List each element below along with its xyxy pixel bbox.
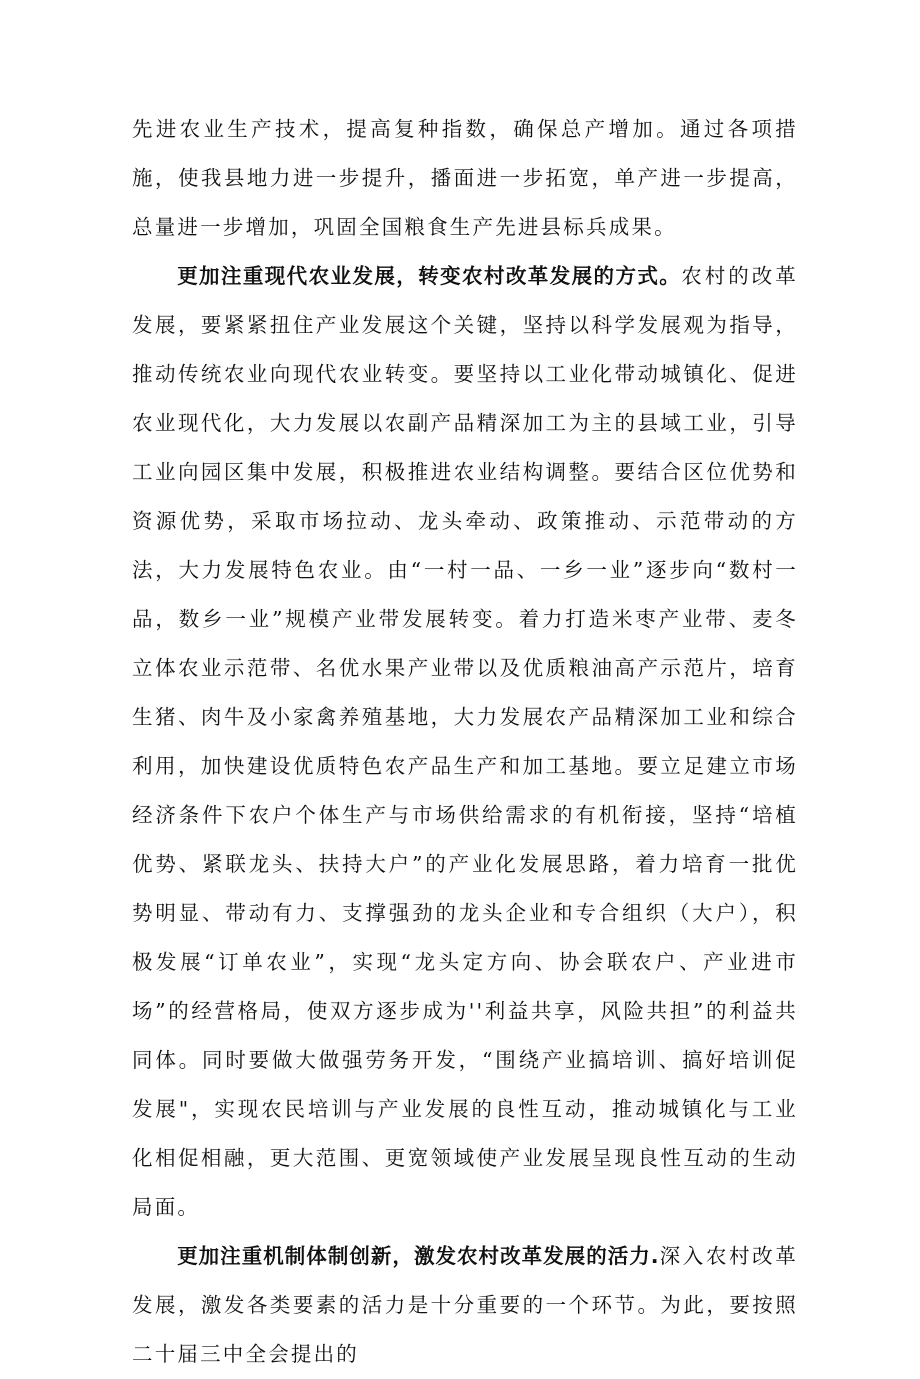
paragraph-text: 先进农业生产技术，提高复种指数，确保总产增加。通过各项措施，使我县地力进一步提升，播面进一步拓宽，单产进一步提高，总量进一步增加，巩固全国粮食生产先进县标兵成果。 — [132, 117, 798, 239]
paragraph-text: 深入农村改革发展，激发各类要素的活力是十分重要的一个环节。为此，要按照二十届三中全会提出的 — [132, 1244, 798, 1366]
paragraph-institutional-innovation — [132, 1232, 798, 1379]
paragraph-heading: 更加注重现代农业发展，转变农村改革发展的方式。 — [177, 264, 682, 288]
document-body — [132, 105, 798, 1379]
paragraph-text: 农村的改革发展，要紧紧扭住产业发展这个关键，坚持以科学发展观为指导，推动传统农业向现代农业转变。要坚持以工业化带动城镇化、促进农业现代化，大力发展以农副产品精深加工为主的县域工业，引导工业向园区集中发展，积极推进农业结构调整。要结合区位优势和资源优势，采取市场拉动、龙头牵动、政策推动、示范带动的方法，大力发展特色农业。由“一村一品、一乡一业”逐步向“数村一品，数乡一业”规模产业带发展转变。着力打造米枣产业带、麦冬立体农业示范带、名优水果产业带以及优质粮油高产示范片，培育生猪、肉牛及小家禽养殖基地，大力发展农产品精深加工业和综合利用，加快建设优质特色农产品生产和加工基地。要立足建立市场经济条件下农户个体生产与市场供给需求的有机衔接，坚持“培植优势、紧联龙头、扶持大户”的产业化发展思路，着力培育一批优势明显、带动有力、支撑强劲的龙头企业和专合组织（大户），积极发展“订单农业”，实现“龙头定方向、协会联农户、产业进市场”的经营格局，使双方逐步成为''利益共享，风险共担”的利益共同体。同时要做大做强劳务开发，“围绕产业搞培训、搞好培训促发展"，实现农民培训与产业发展的良性互动，推动城镇化与工业化相促相融，更大范围、更宽领域使产业发展呈现良性互动的生动局面。 — [132, 264, 798, 1219]
paragraph-modern-agriculture — [132, 252, 798, 1232]
paragraph-heading: 更加注重机制体制创新，激发农村改革发展的活力. — [177, 1244, 660, 1268]
paragraph-continuation — [132, 105, 798, 252]
